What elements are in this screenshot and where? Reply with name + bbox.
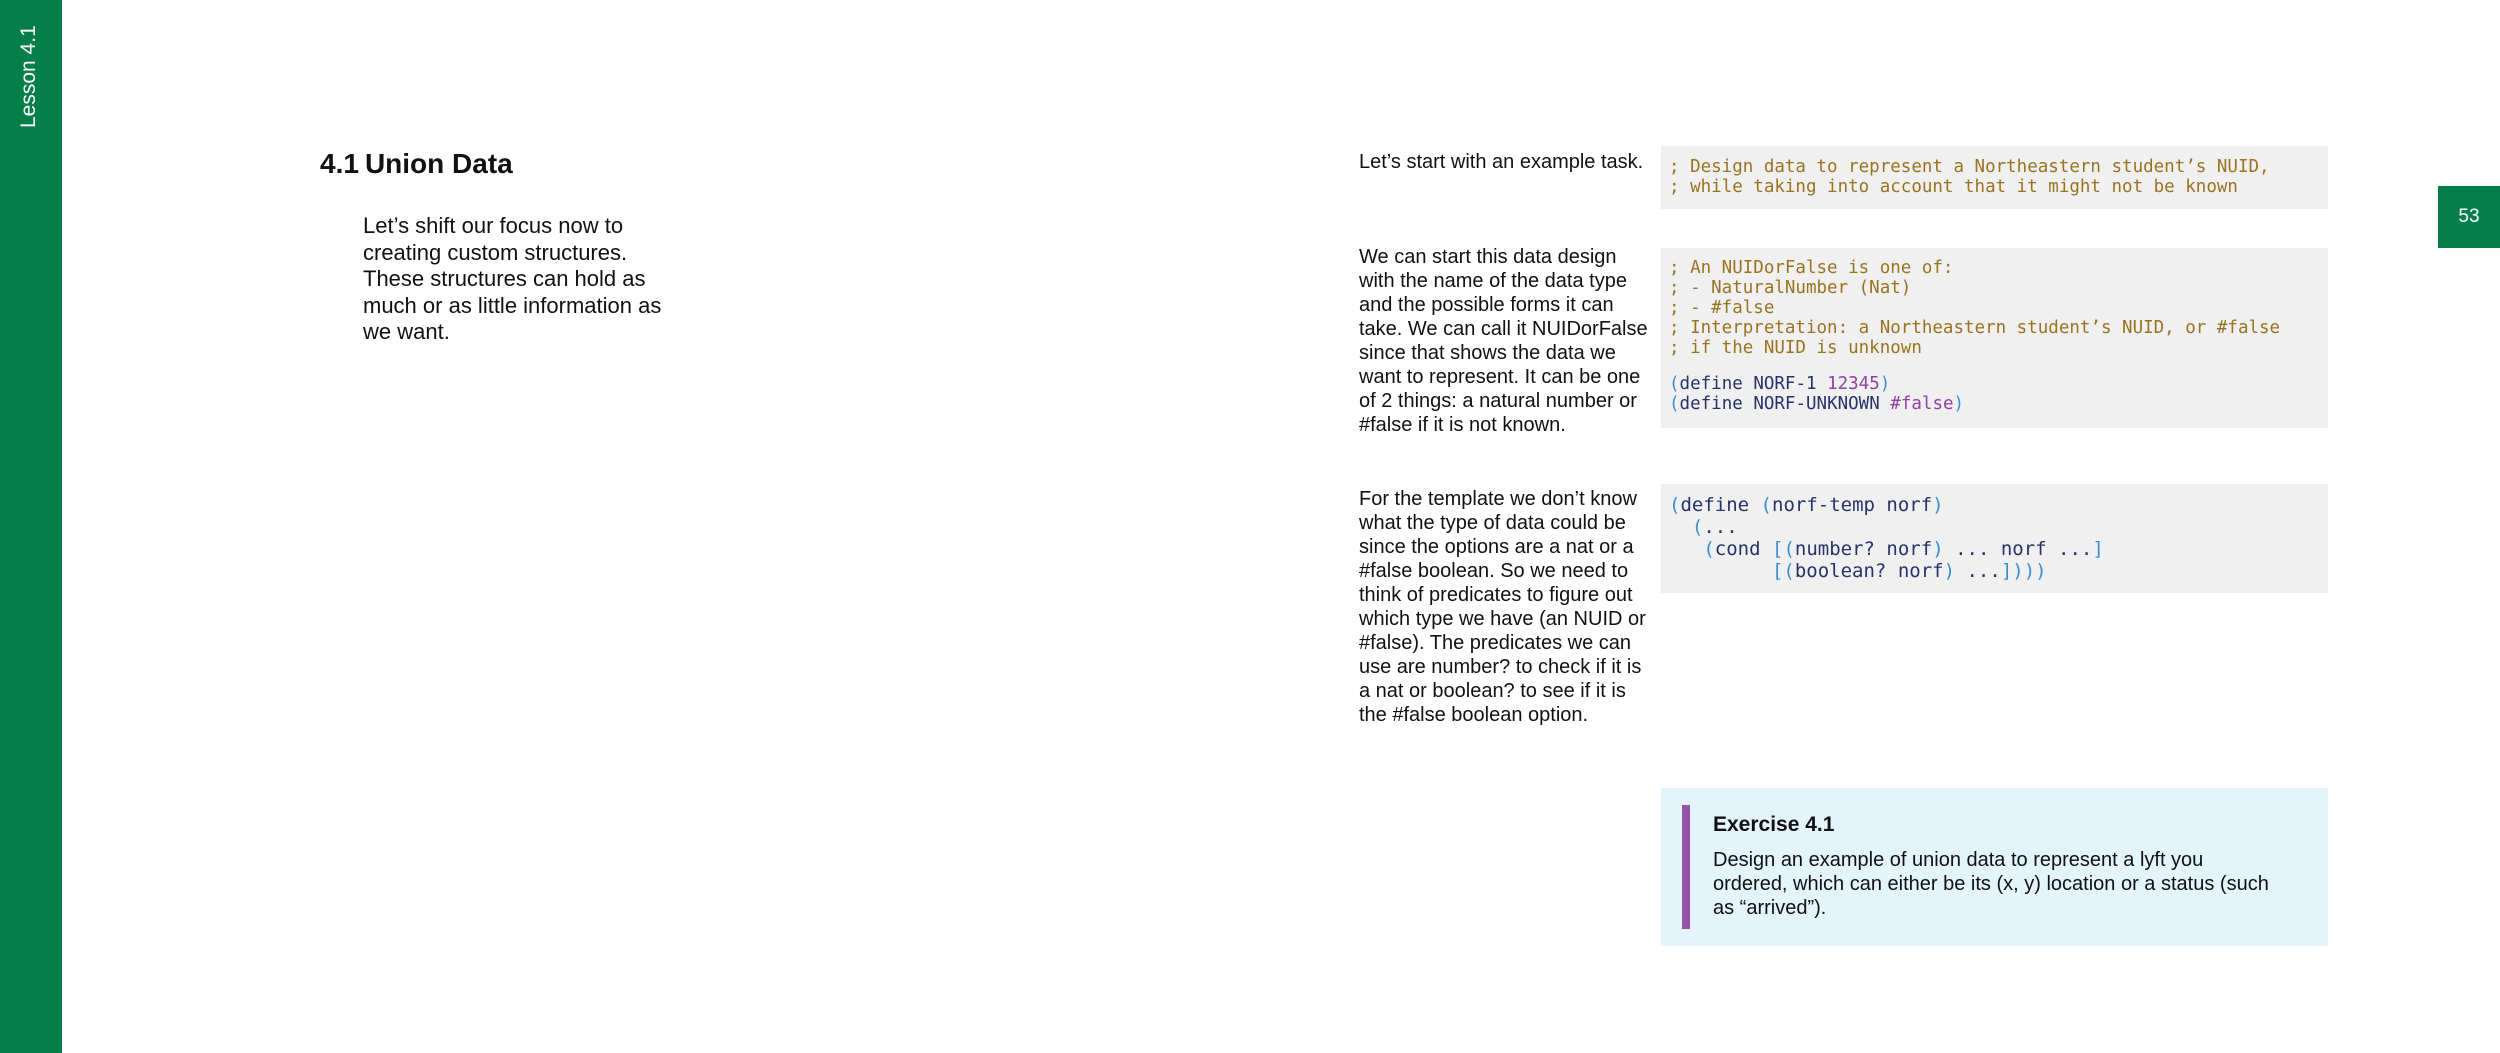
template-cond-line: (cond [(number? norf) ... norf ...] [1703, 538, 2104, 560]
intro-paragraph: Let’s shift our focus now to creating custom structures. These structures can hold as much or as little information as we want. [363, 213, 662, 344]
section-title-text: Union Data [364, 148, 513, 179]
template-boolean-line: [(boolean? norf) ...]))) [1771, 560, 2047, 582]
template-code-block [1661, 484, 2328, 593]
template-ellipsis-line: (... [1691, 516, 1738, 538]
lesson-label: Lesson 4.1 [17, 25, 40, 128]
section-number: 4.1 [320, 148, 359, 179]
code-comment: ; - #false [1669, 298, 1775, 318]
code-comment: ; Interpretation: a Northeastern student’s NUID, or #false [1669, 318, 2281, 338]
define-norf-1-line: (define NORF-1 12345) [1669, 374, 1891, 394]
exercise-accent-bar [1682, 805, 1690, 929]
define-norf-unknown-line: (define NORF-UNKNOWN #false) [1669, 394, 1965, 414]
data-design-note: We can start this data design with the name of the data type and the possible forms it can take. We can call it NUIDorFalse since that shows the data we want to represent. It can be one of 2 things: a natural number or #false if it is not known. [1359, 246, 1648, 436]
task-code-block [1661, 146, 2328, 209]
code-comment: ; - NaturalNumber (Nat) [1669, 278, 1912, 298]
template-note: For the template we don’t know what the type of data could be since the options are a nat or a #false boolean. So we need to think of predicates to figure out which type we have (an NUID or #false). The predicates we can use are number? to check if it is a nat or boolean? to see if it is the #false boolean option. [1359, 488, 1646, 726]
exercise-body: Design an example of union data to represent a lyft you ordered, which can either be its (x, y) location or a status (such as “arrived”). [1713, 849, 2269, 919]
code-comment: ; if the NUID is unknown [1669, 338, 1922, 358]
data-definition-code-block [1661, 248, 2328, 428]
exercise-title: Exercise 4.1 [1713, 813, 1835, 836]
example-task-note: Let’s start with an example task. [1359, 151, 1644, 173]
code-comment: ; An NUIDorFalse is one of: [1669, 258, 1954, 278]
template-define-line: (define (norf-temp norf) [1669, 494, 1944, 516]
exercise-callout [1661, 788, 2328, 946]
code-comment: ; Design data to represent a Northeastern student’s NUID, [1669, 157, 2270, 177]
code-comment: ; while taking into account that it might not be known [1669, 177, 2238, 197]
lesson-sidebar [0, 0, 62, 1053]
page-number-tab: 53 [2438, 186, 2500, 248]
section-title [320, 148, 513, 180]
